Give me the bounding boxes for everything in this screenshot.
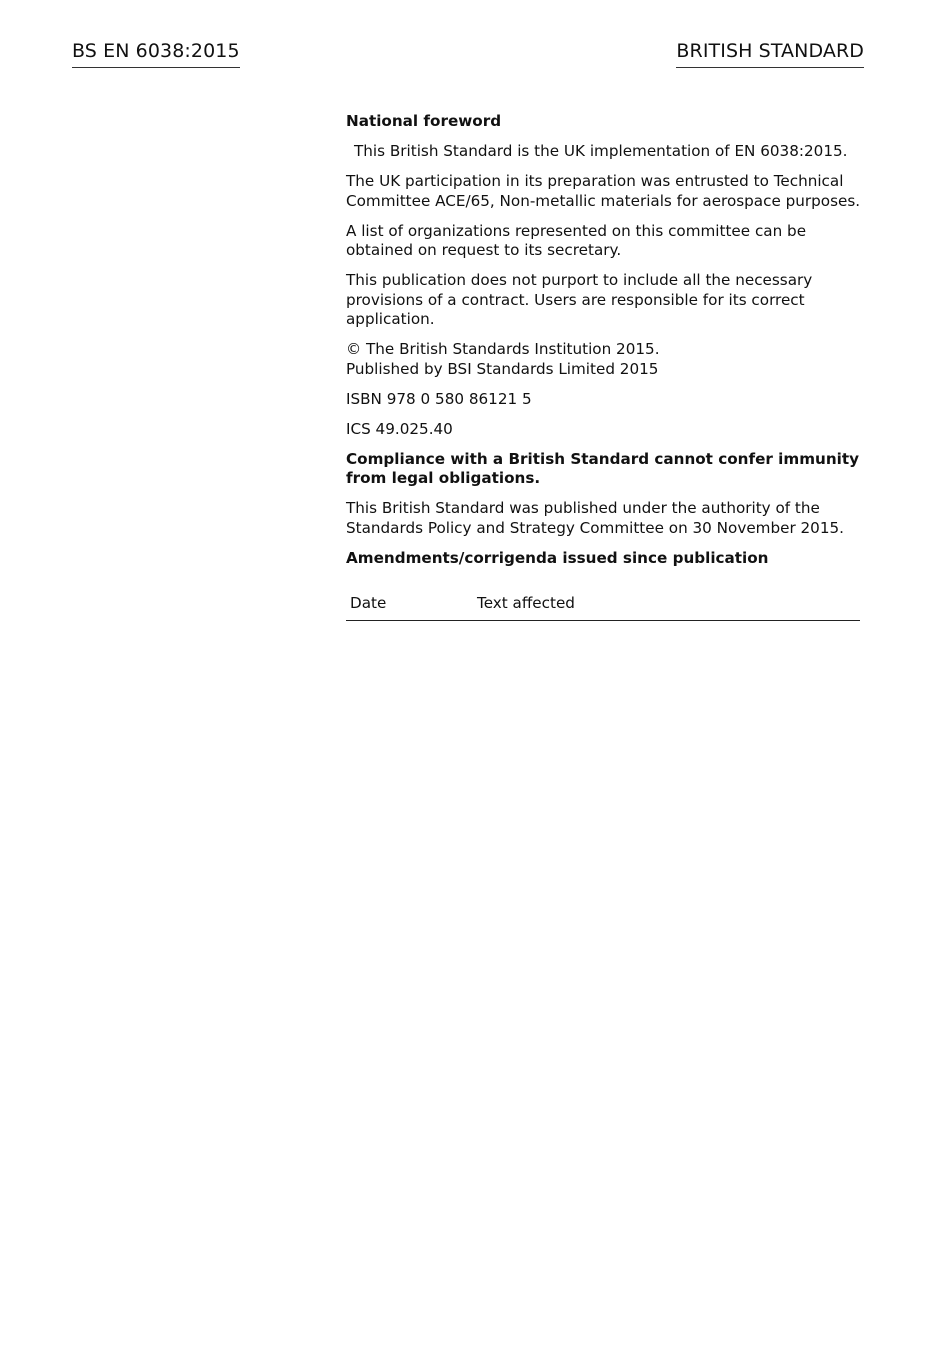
publisher-line: Published by BSI Standards Limited 2015 [346, 359, 659, 378]
column-header-text-affected: Text affected [477, 594, 575, 612]
foreword-committee-list-paragraph: A list of organizations represented on this committee can be obtained on request to its secretary. [346, 221, 807, 259]
amendments-table-header [346, 594, 860, 621]
foreword-title: National foreword [346, 112, 502, 130]
copyright-block [346, 340, 866, 379]
foreword-participation-paragraph: The UK participation in its preparation was entrusted to Technical Committee ACE/65, Non-metallic materials for aerospace purposes. [346, 172, 861, 210]
amendments-title: Amendments/corrigenda issued since publication [346, 548, 769, 567]
authority-paragraph: This British Standard was published under the authority of the Standards Policy and Strategy Committee on 30 November 2015. [346, 499, 844, 537]
ics-code: ICS 49.025.40 [346, 419, 453, 438]
column-header-date: Date [350, 594, 387, 612]
isbn: ISBN 978 0 580 86121 5 [346, 389, 532, 408]
header-standard-type: BRITISH STANDARD [676, 39, 864, 68]
compliance-statement: Compliance with a British Standard cannot confer immunity from legal obligations. [346, 449, 860, 487]
copyright-line: © The British Standards Institution 2015. [346, 340, 660, 358]
foreword-contract-paragraph: This publication does not purport to include all the necessary provisions of a contract. Users are responsible for its correct application. [346, 271, 813, 328]
national-foreword-section [346, 112, 866, 621]
foreword-implementation-paragraph: This British Standard is the UK implementation of EN 6038:2015. [354, 142, 848, 160]
header-document-number: BS EN 6038:2015 [72, 39, 240, 68]
